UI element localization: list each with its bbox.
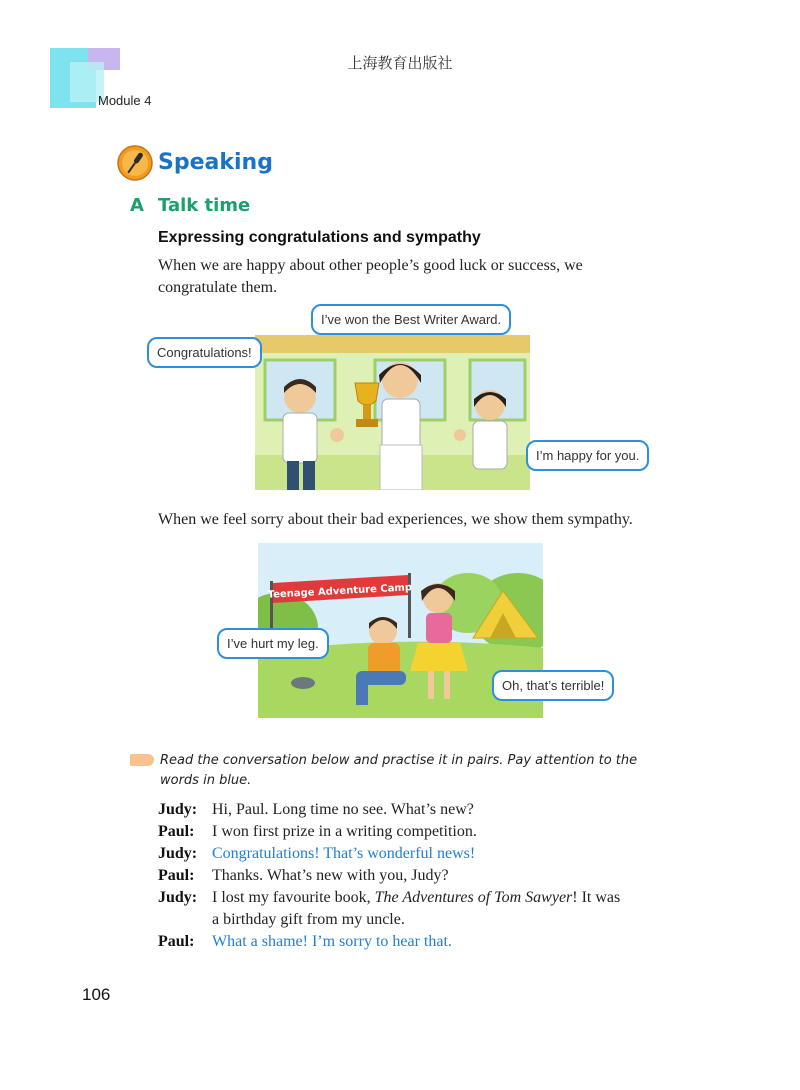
section-title: Speaking (158, 150, 273, 175)
dialogue-line (158, 843, 718, 865)
dialogue-text-part: I lost my favourite book, (212, 889, 375, 906)
instruction-text: Read the conversation below and practise it in pairs. Pay attention to the words in blue. (160, 753, 638, 788)
camp-banner-text: Teenage Adventure Camp (267, 582, 413, 601)
dialogue-line (158, 821, 718, 843)
dialogue-line (158, 865, 718, 887)
speech-bubble-terrible: Oh, that’s terrible! (492, 670, 614, 701)
dialogue-text: Hi, Paul. Long time no see. What’s new? (212, 801, 474, 818)
dialogue-text-highlighted: Congratulations! That’s wonderful news! (212, 845, 476, 862)
page-number: 106 (82, 985, 111, 1004)
speech-bubble-congratulations: Congratulations! (147, 337, 262, 368)
topic-heading: Expressing congratulations and sympathy (158, 229, 481, 246)
book-title: The Adventures of Tom Sawyer (374, 889, 573, 906)
speaker-label: Judy: (158, 845, 198, 862)
dialogue-line (158, 799, 718, 821)
dialogue-text-highlighted: What a shame! I’m sorry to hear that. (212, 933, 452, 950)
speaker-label: Judy: (158, 889, 198, 906)
speaker-label: Judy: (158, 801, 198, 818)
part-title: Talk time (158, 195, 251, 216)
speech-bubble-hurt-leg: I’ve hurt my leg. (217, 628, 329, 659)
dialogue (158, 799, 718, 949)
speaker-label: Paul: (158, 867, 195, 884)
speech-bubble-award: I’ve won the Best Writer Award. (311, 304, 511, 335)
dialogue-text-part: a birthday gift from my uncle. (212, 911, 405, 928)
microphone-icon (117, 145, 153, 181)
speech-bubble-happy: I’m happy for you. (526, 440, 649, 471)
dialogue-line (158, 931, 718, 953)
dialogue-text: Thanks. What’s new with you, Judy? (212, 867, 449, 884)
dialogue-text (212, 887, 712, 931)
dialogue-text-part: ! It was (572, 889, 621, 906)
dialogue-text: I won first prize in a writing competition. (212, 823, 477, 840)
award-illustration (255, 335, 530, 490)
instruction-marker (130, 754, 154, 766)
speaker-label: Paul: (158, 933, 195, 950)
speaker-label: Paul: (158, 823, 195, 840)
module-label: Module 4 (98, 93, 152, 108)
part-letter: A (130, 195, 144, 216)
intro-line: congratulate them. (158, 279, 278, 296)
publisher-name: 上海教育出版社 (347, 54, 453, 72)
dialogue-line (158, 887, 718, 931)
sympathy-text: When we feel sorry about their bad experiences, we show them sympathy. (158, 511, 633, 528)
intro-line: When we are happy about other people’s good luck or success, we (158, 257, 583, 274)
